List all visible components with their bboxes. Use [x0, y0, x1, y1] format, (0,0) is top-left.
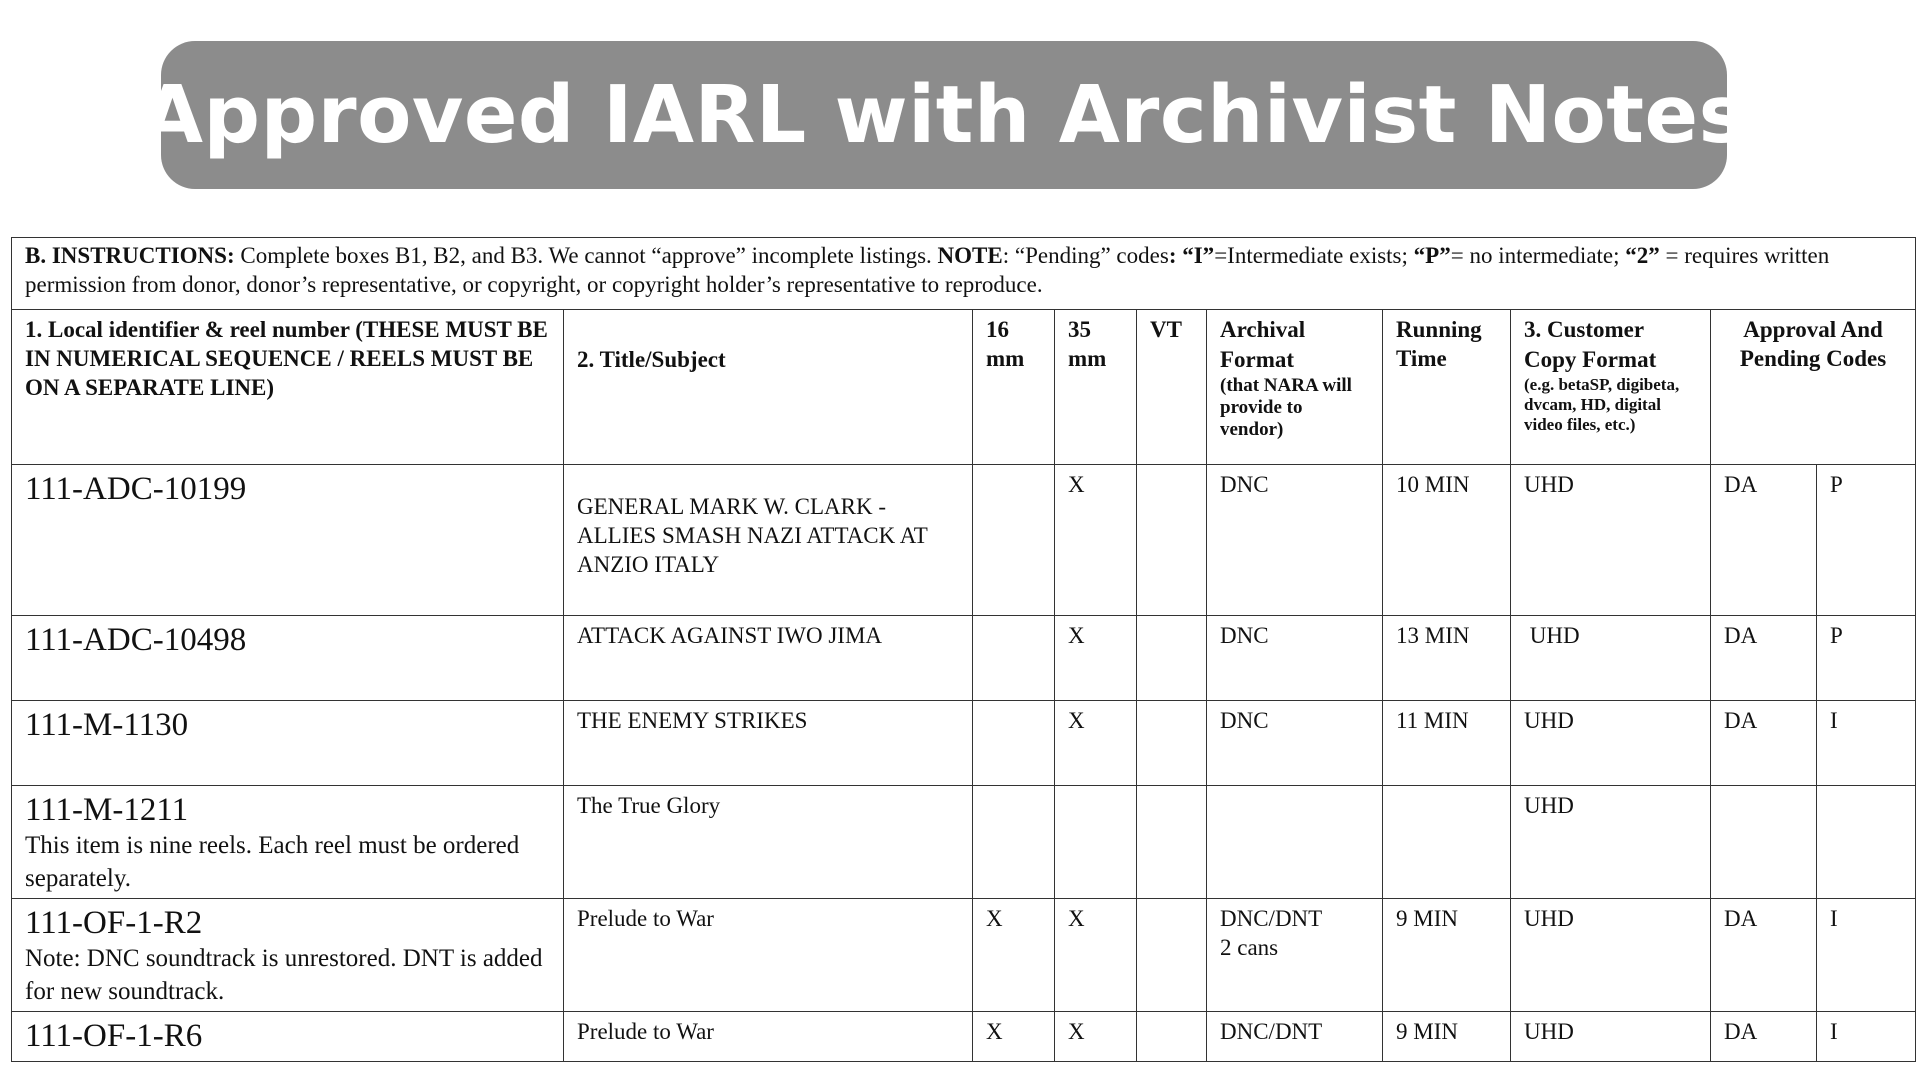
running-time-cell: 11 MIN	[1383, 701, 1511, 786]
instructions-code-2: “2”	[1625, 243, 1660, 268]
instructions-row	[12, 238, 1916, 310]
local-id: 111-ADC-10498	[25, 622, 247, 658]
header-running-time: Running Time	[1383, 310, 1511, 465]
archival-cell: DNC	[1207, 616, 1383, 701]
customer-format-cell: UHD	[1511, 1012, 1711, 1062]
archival-cell	[1207, 899, 1383, 1012]
vt-cell	[1137, 465, 1207, 616]
mm16-cell	[973, 465, 1055, 616]
running-time-cell: 13 MIN	[1383, 616, 1511, 701]
archivist-note: This item is nine reels. Each reel must be ordered separately.	[25, 832, 520, 892]
header-customer-main: 3. Customer Copy Format	[1524, 317, 1657, 372]
instructions-cell	[12, 238, 1916, 310]
instructions-code-i: “I”	[1176, 243, 1215, 268]
pending-code-cell: I	[1817, 899, 1916, 1012]
instructions-colon: :	[1168, 243, 1177, 268]
approval-code-cell: DA	[1711, 1012, 1817, 1062]
pending-code-cell: P	[1817, 465, 1916, 616]
iarl-table	[11, 237, 1916, 1062]
pending-code-cell: I	[1817, 701, 1916, 786]
local-id-cell	[12, 786, 564, 899]
archival-can-count: 2 cans	[1220, 935, 1279, 960]
vt-cell	[1137, 786, 1207, 899]
customer-format-cell: UHD	[1511, 616, 1711, 701]
header-row	[12, 310, 1916, 465]
title-banner	[141, 41, 1747, 189]
instructions-text-3: =Intermediate exists;	[1214, 243, 1414, 268]
header-vt: VT	[1137, 310, 1207, 465]
archival-cell: DNC	[1207, 701, 1383, 786]
instructions-text-4: = no intermediate;	[1450, 243, 1626, 268]
header-archival-sub: (that NARA will provide to vendor)	[1220, 375, 1352, 440]
table-row	[12, 465, 1916, 616]
archivist-note: Note: DNC soundtrack is unrestored. DNT is added for new soundtrack.	[25, 945, 543, 1005]
mm16-cell	[973, 786, 1055, 899]
instructions-note-label: NOTE	[937, 243, 1003, 268]
pending-code-cell	[1817, 786, 1916, 899]
header-approval-codes: Approval And Pending Codes	[1711, 310, 1916, 465]
running-time-cell: 10 MIN	[1383, 465, 1511, 616]
header-customer-copy-format	[1511, 310, 1711, 465]
pending-code-cell: P	[1817, 616, 1916, 701]
local-id-cell	[12, 1012, 564, 1062]
mm35-cell: X	[1055, 1012, 1137, 1062]
header-title-subject: 2. Title/Subject	[564, 310, 973, 465]
approval-code-cell: DA	[1711, 616, 1817, 701]
local-id-cell	[12, 701, 564, 786]
instructions-text-5: = requires written permission from donor, donor’s representative, or copyright, or copyright holder’s representative to reproduce.	[25, 243, 1830, 297]
approval-code-cell: DA	[1711, 899, 1817, 1012]
running-time-cell: 9 MIN	[1383, 1012, 1511, 1062]
mm16-cell	[973, 701, 1055, 786]
header-35mm: 35 mm	[1055, 310, 1137, 465]
mm16-cell: X	[973, 1012, 1055, 1062]
local-id-cell	[12, 616, 564, 701]
archival-cell: DNC/DNT	[1207, 1012, 1383, 1062]
customer-format-cell: UHD	[1511, 701, 1711, 786]
table-row	[12, 1012, 1916, 1062]
mm35-cell: X	[1055, 701, 1137, 786]
running-time-cell: 9 MIN	[1383, 899, 1511, 1012]
local-id: 111-M-1211	[25, 792, 189, 828]
title-cell: Prelude to War	[564, 1012, 973, 1062]
local-id-cell	[12, 899, 564, 1012]
mm35-cell: X	[1055, 899, 1137, 1012]
table-row	[12, 701, 1916, 786]
instructions-code-p: “P”	[1413, 243, 1451, 268]
banner-title: Approved IARL with Archivist Notes	[141, 69, 1747, 161]
instructions-lead: B. INSTRUCTIONS:	[25, 243, 235, 268]
mm35-cell: X	[1055, 616, 1137, 701]
table-row	[12, 786, 1916, 899]
customer-format-cell: UHD	[1511, 899, 1711, 1012]
local-id: 111-OF-1-R6	[25, 1018, 203, 1054]
vt-cell	[1137, 1012, 1207, 1062]
local-id: 111-ADC-10199	[25, 471, 247, 507]
title-cell: GENERAL MARK W. CLARK - ALLIES SMASH NAZI ATTACK AT ANZIO ITALY	[564, 465, 973, 616]
vt-cell	[1137, 701, 1207, 786]
pending-code-cell: I	[1817, 1012, 1916, 1062]
archival-cell: DNC	[1207, 465, 1383, 616]
header-16mm: 16 mm	[973, 310, 1055, 465]
vt-cell	[1137, 899, 1207, 1012]
customer-format-cell: UHD	[1511, 786, 1711, 899]
mm16-cell: X	[973, 899, 1055, 1012]
instructions-text-1: Complete boxes B1, B2, and B3. We cannot “approve” incomplete listings.	[234, 243, 938, 268]
vt-cell	[1137, 616, 1207, 701]
title-cell: The True Glory	[564, 786, 973, 899]
approval-code-cell: DA	[1711, 465, 1817, 616]
header-customer-sub: (e.g. betaSP, digibeta, dvcam, HD, digital video files, etc.)	[1524, 375, 1680, 434]
local-id-cell	[12, 465, 564, 616]
title-cell: ATTACK AGAINST IWO JIMA	[564, 616, 973, 701]
instructions-text-2: : “Pending” codes	[1002, 243, 1169, 268]
title-cell: THE ENEMY STRIKES	[564, 701, 973, 786]
customer-format-cell: UHD	[1511, 465, 1711, 616]
header-local-id: 1. Local identifier & reel number (THESE MUST BE IN NUMERICAL SEQUENCE / REELS MUST BE ON A SEPARATE LINE)	[12, 310, 564, 465]
running-time-cell	[1383, 786, 1511, 899]
header-archival-format	[1207, 310, 1383, 465]
archival-cell	[1207, 786, 1383, 899]
table-row	[12, 616, 1916, 701]
header-archival-main: Archival Format	[1220, 317, 1306, 372]
local-id: 111-OF-1-R2	[25, 905, 203, 941]
local-id: 111-M-1130	[25, 707, 189, 743]
mm35-cell	[1055, 786, 1137, 899]
mm16-cell	[973, 616, 1055, 701]
table-row	[12, 899, 1916, 1012]
mm35-cell: X	[1055, 465, 1137, 616]
approval-code-cell: DA	[1711, 701, 1817, 786]
title-cell: Prelude to War	[564, 899, 973, 1012]
archival-format: DNC/DNT	[1220, 906, 1323, 931]
approval-code-cell	[1711, 786, 1817, 899]
